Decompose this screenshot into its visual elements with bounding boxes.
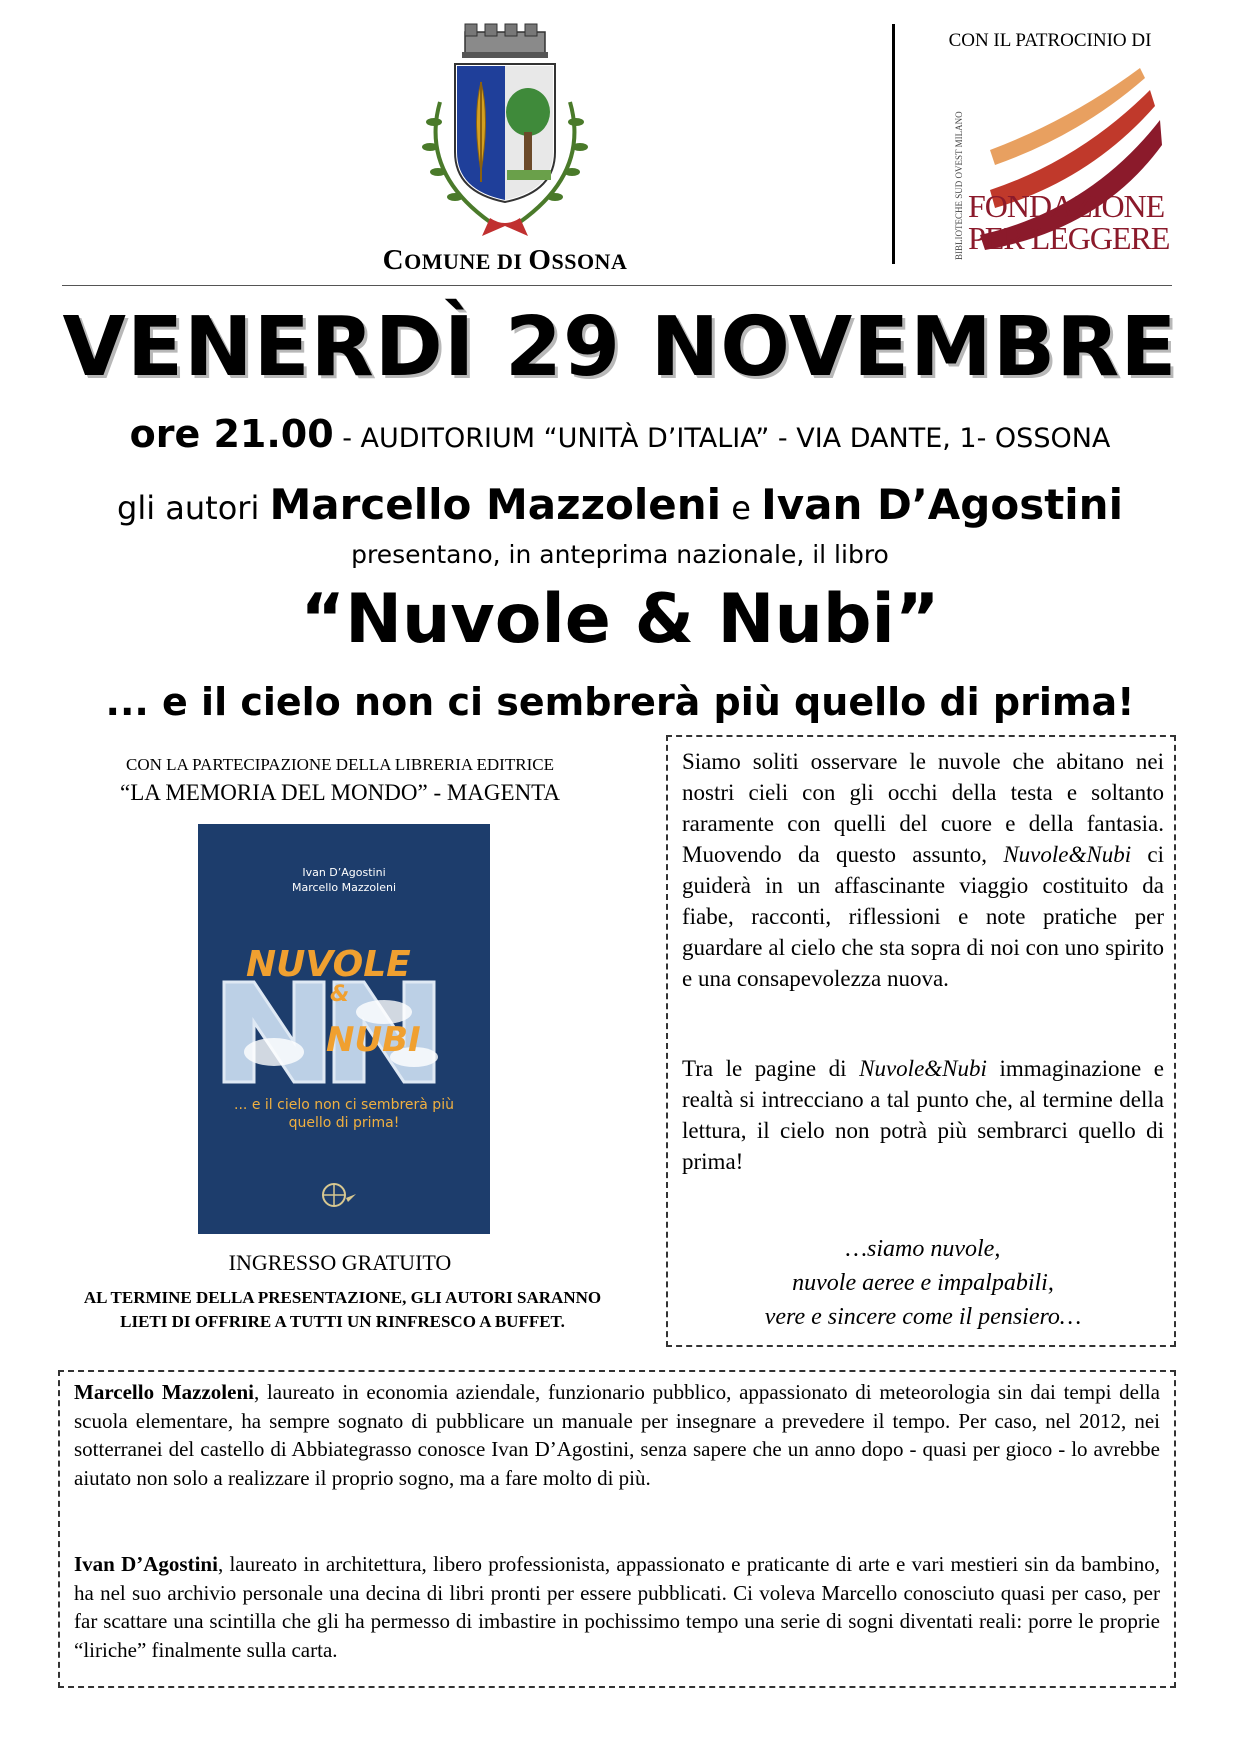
ingresso-gratuito: INGRESSO GRATUITO	[228, 1250, 452, 1275]
book-title: “Nuvole & Nubi”	[300, 580, 940, 659]
description-paragraph-1: Siamo soliti osservare le nuvole che abitano nei nostri cieli con gli occhi della testa e soltanto raramente con quelli del cuore e della fantasia. Muovendo da questo assunto, Nuvole&Nubi ci guiderà in un affascinante viaggio costituito da fiabe, racconti, riflessioni e note pratiche per guardare al cielo che sta sopra di noi con uno spirito e una consapevolezza nuova.	[682, 749, 1164, 991]
cover-subtitle-2: quello di prima!	[288, 1115, 400, 1131]
book-subtitle: ... e il cielo non ci sembrerà più quello di prima!	[105, 680, 1135, 724]
cover-subtitle-1: ... e il cielo non ci sembrerà più	[234, 1097, 454, 1113]
description-paragraph-2: Tra le pagine di Nuvole&Nubi immaginazione e realtà si intrecciano a tal punto che, al termine della lettura, il cielo non potrà più sembrarci quello di prima!	[682, 1056, 1165, 1174]
presenting-line: presentano, in anteprima nazionale, il libro	[351, 540, 889, 569]
logo-line-fondazione: FONDAZIONE	[968, 188, 1165, 224]
partecipazione-label: CON LA PARTECIPAZIONE DELLA LIBRERIA EDITRICE	[126, 755, 554, 774]
libreria-name: “LA MEMORIA DEL MONDO” - MAGENTA	[119, 780, 560, 805]
event-date: VENERDÌ 29 NOVEMBRE	[62, 300, 1178, 395]
patrocinio-label: CON IL PATROCINIO DI	[948, 30, 1152, 51]
cover-word-nubi: NUBI	[326, 1020, 421, 1060]
bio-ivan: Ivan D’Agostini, laureato in architettura, libero professionista, appassionato e praticante di arte e vari mestieri sin da bambino, ha nel suo archivio personale una decina di libri pronti per essere pubblicati. Ci voleva Marcello conosciuto quasi per caso, per far scattare una scintilla che gli ha permesso di imbastire in pochissimo tempo una serie di sogni diventati reali: porre le proprie “liriche” finalmente sulla carta.	[74, 1552, 1160, 1662]
authors-line: gli autori Marcello Mazzoleni e Ivan D’Agostini	[117, 480, 1123, 529]
event-time-place	[20, 412, 1220, 456]
publisher-logo-icon	[318, 1182, 358, 1208]
event-time: ore 21.00	[129, 412, 334, 456]
header-rule	[62, 285, 1172, 286]
cover-ampersand: &	[330, 982, 350, 1007]
comune-name: COMUNE DI OSSONA	[382, 244, 628, 276]
author-2: Ivan D’Agostini	[761, 480, 1123, 529]
crown-icon	[462, 24, 548, 58]
book-cover-image	[198, 824, 490, 1234]
cover-author-1: Ivan D’Agostini	[302, 866, 386, 879]
bio-marcello: Marcello Mazzoleni, laureato in economia aziendale, funzionario pubblico, appassionato di meteorologia sin dai tempi della scuola elementare, ha sempre sognato di pubblicare un manuale per insegnare a prevedere il tempo. Per caso, nel 2012, nei sotterranei del castello di Abbiategrasso conosce Ivan D’Agostini, senza sapere che un anno dopo - quasi per gioco - lo avrebbe aiutato non solo a realizzare il proprio sogno, ma a fare molto di più.	[74, 1380, 1160, 1490]
author-1: Marcello Mazzoleni	[269, 480, 722, 529]
event-place: - AUDITORIUM “UNITÀ D’ITALIA” - VIA DANTE, 1- OSSONA	[333, 423, 1111, 454]
logo-line-per-leggere: PER LEGGERE	[968, 220, 1170, 256]
header-divider	[892, 24, 895, 264]
comune-crest-image	[410, 22, 600, 242]
poem-quote: …siamo nuvole, nuvole aeree e impalpabili, vere e sincere come il pensiero…	[764, 1236, 1082, 1330]
logo-wordmark	[968, 190, 1178, 254]
logo-side-text: BIBLIOTECHE SUD OVEST MILANO	[954, 111, 964, 260]
cover-author-2: Marcello Mazzoleni	[291, 881, 397, 894]
cover-word-nuvole: NUVOLE	[246, 944, 411, 985]
rinfresco-note: AL TERMINE DELLA PRESENTAZIONE, GLI AUTORI SARANNO LIETI DI OFFRIRE A TUTTI UN RINFRESCO A BUFFET.	[83, 1288, 602, 1331]
